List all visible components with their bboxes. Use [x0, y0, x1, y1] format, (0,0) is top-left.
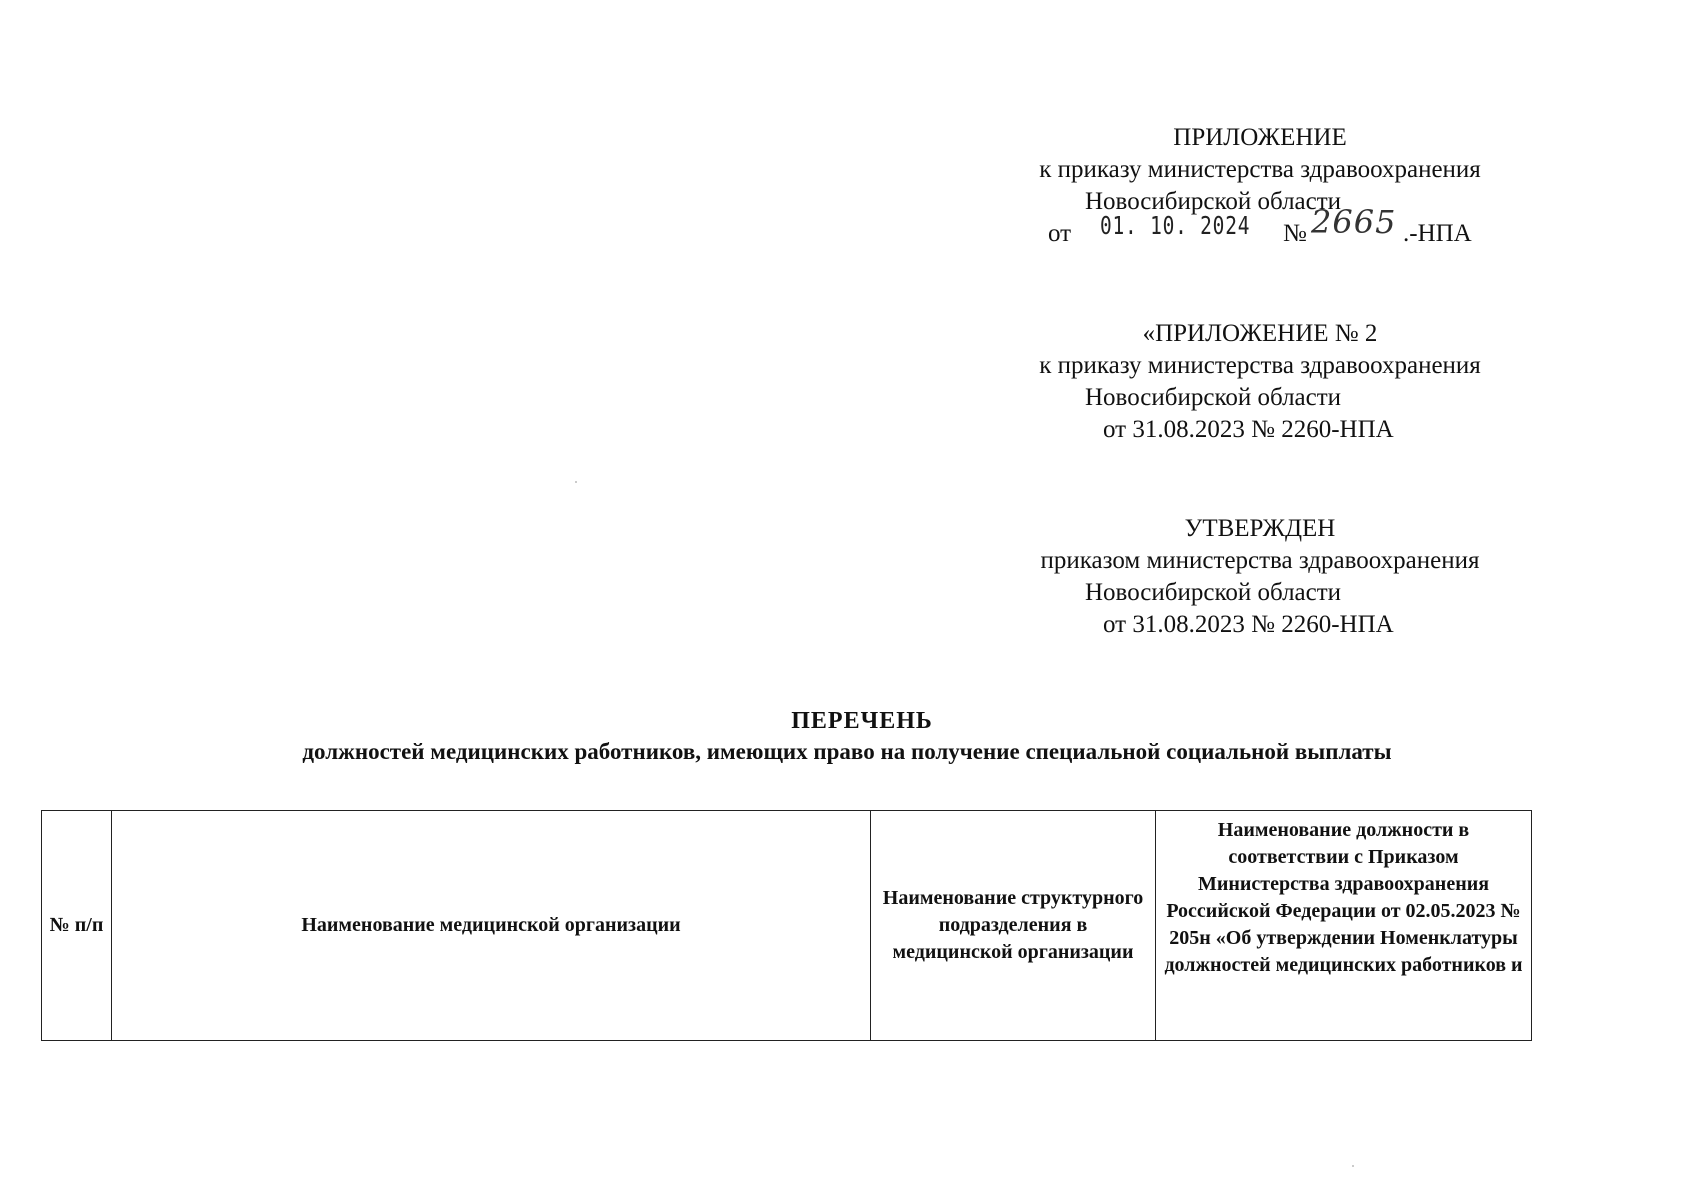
appendix2-order-ref: к приказу министерства здравоохранения [1039, 352, 1481, 379]
scan-speck [575, 481, 577, 483]
appendix-header-current [985, 122, 1535, 254]
header-subdivision: Наименование структурного подразделения в медицинской организации [871, 811, 1156, 1041]
positions-table [41, 810, 1532, 1041]
document-title [0, 708, 1694, 765]
scan-speck [1352, 1165, 1354, 1167]
appendix2-date-number: от 31.08.2023 № 2260-НПА [1103, 416, 1394, 443]
appendix-date-line [985, 203, 1535, 254]
appendix-handwritten-number: 2665 [1311, 203, 1397, 241]
appendix-region: Новосибирской области [1085, 188, 1342, 215]
appendix-header-previous [985, 318, 1535, 446]
document-title-subtitle: должностей медицинских работников, имеющих право на получение специальной социальной выплаты [302, 739, 1392, 764]
header-number: № п/п [42, 811, 112, 1041]
approved-header [985, 513, 1535, 641]
approved-date-number: от 31.08.2023 № 2260-НПА [1103, 611, 1394, 638]
approved-order-ref: приказом министерства здравоохранения [1040, 547, 1480, 574]
appendix-from-label: от [1048, 220, 1072, 247]
appendix-title: ПРИЛОЖЕНИЕ [1173, 124, 1347, 151]
appendix2-region: Новосибирской области [1085, 384, 1342, 411]
approved-region: Новосибирской области [1085, 579, 1342, 606]
approved-title: УТВЕРЖДЕН [1184, 515, 1336, 542]
table-header-row [42, 811, 1532, 1041]
appendix-order-ref: к приказу министерства здравоохранения [1039, 156, 1481, 183]
appendix-handwritten-date: 01. 10. 2024 [1100, 211, 1251, 240]
header-organization: Наименование медицинской организации [112, 811, 871, 1041]
document-title-main: ПЕРЕЧЕНЬ [791, 708, 933, 734]
appendix2-title: «ПРИЛОЖЕНИЕ № 2 [1142, 320, 1378, 347]
appendix-number-suffix: .-НПА [1403, 220, 1472, 247]
header-position: Наименование должности в соответствии с Приказом Министерства здравоохранения Российской Федерации от 02.05.2023 № 205н «Об утверждении Номенклатуры должностей медицинских работников и [1156, 811, 1532, 1041]
appendix-number-label: № [1283, 220, 1307, 247]
